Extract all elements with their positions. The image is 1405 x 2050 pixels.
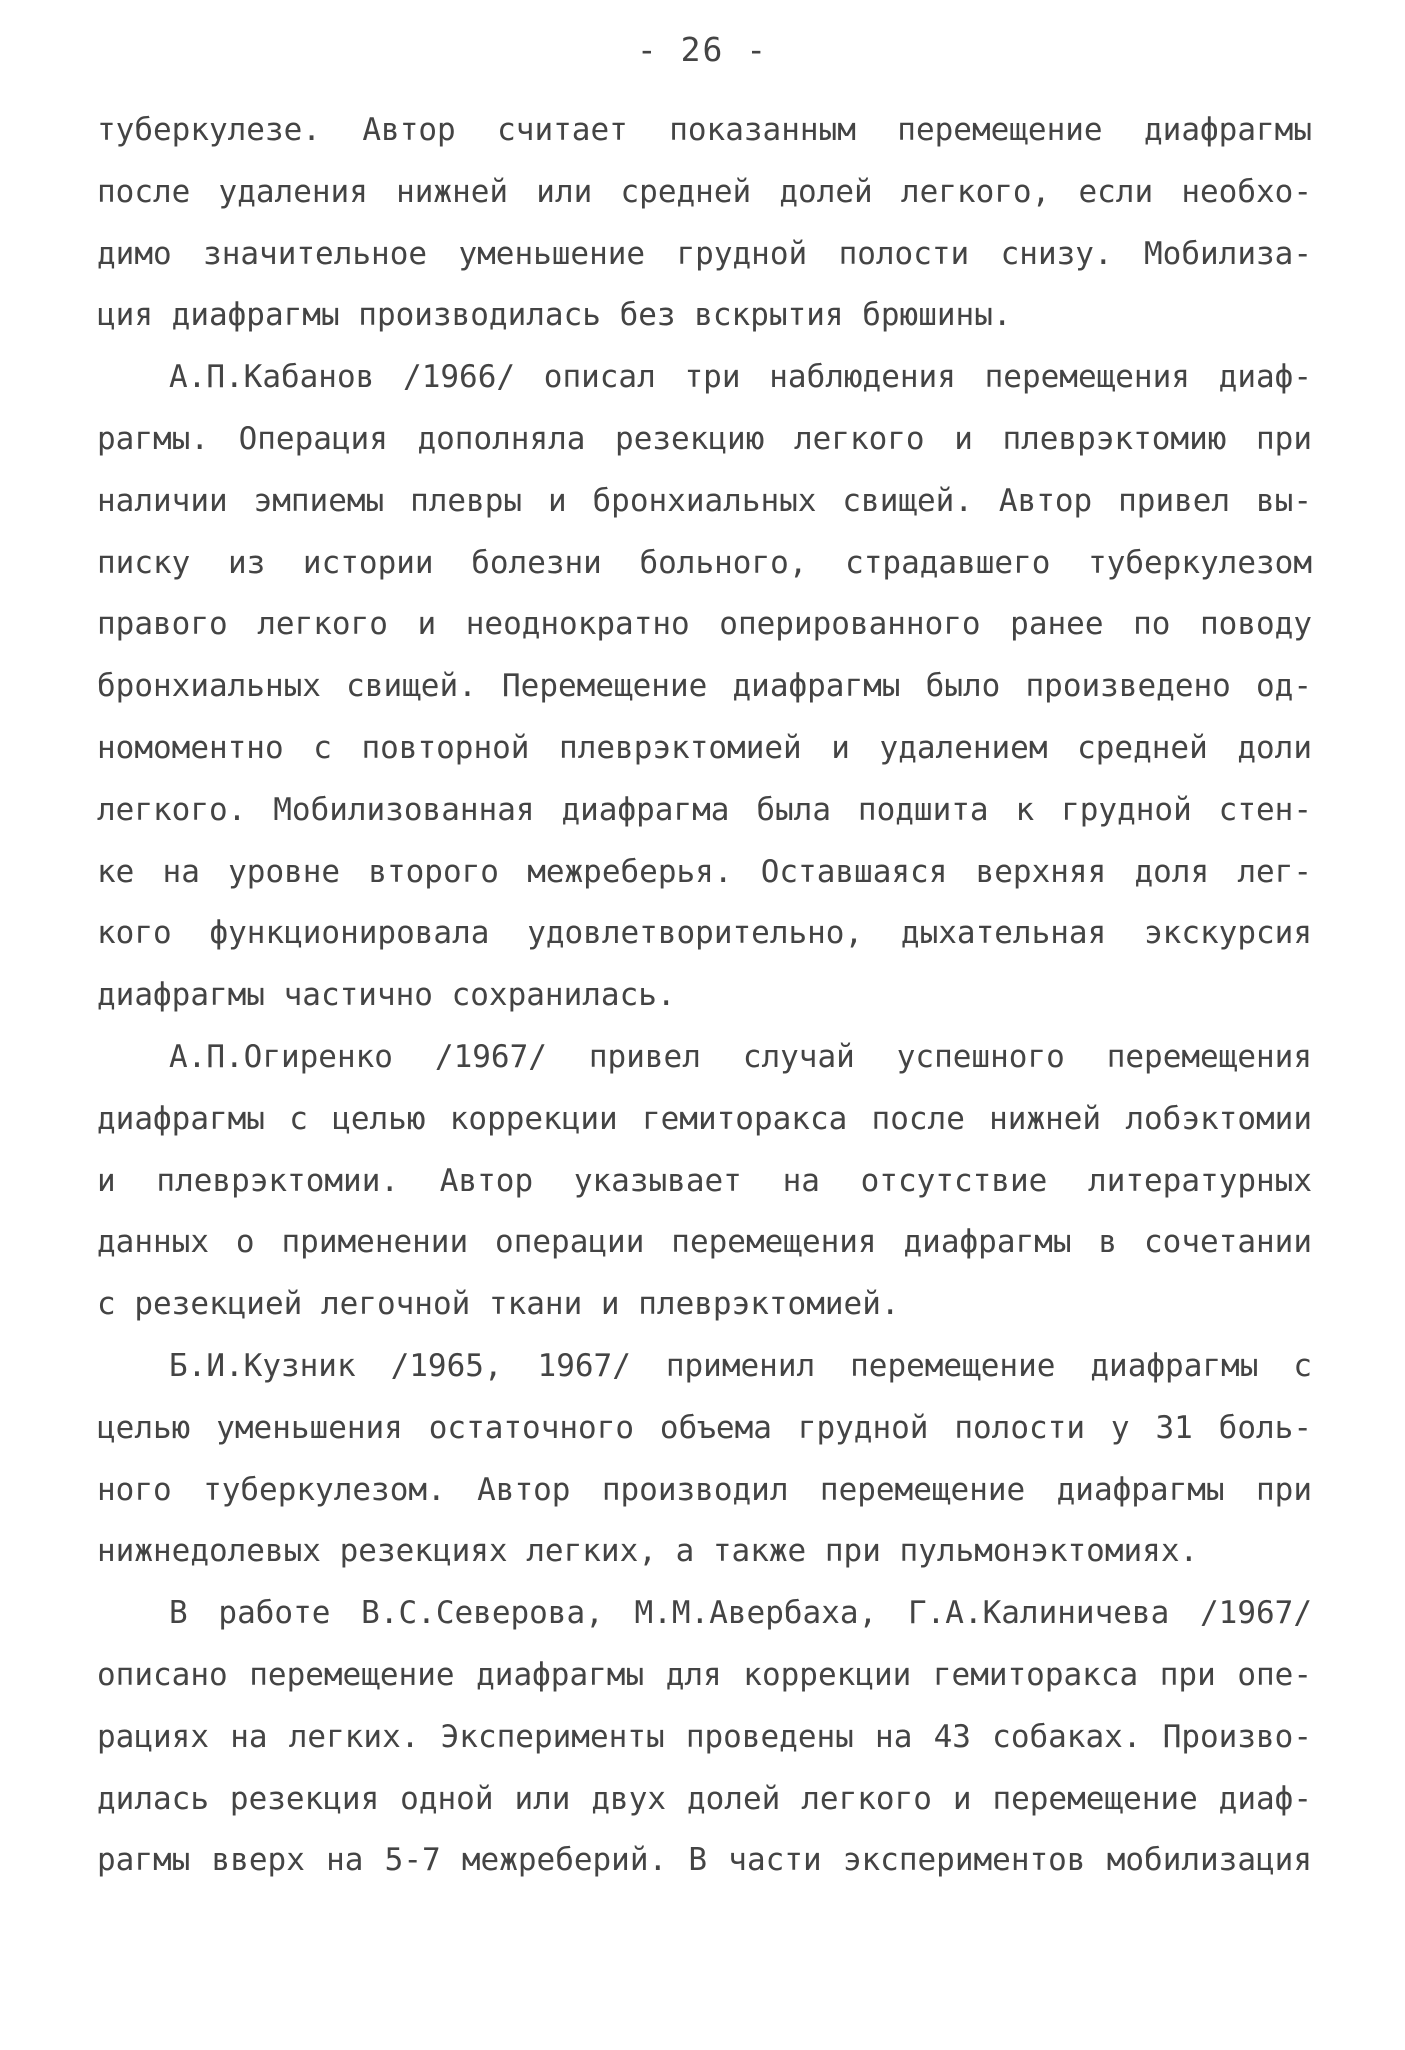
text-line: с резекцией легочной ткани и плеврэктомией.: [97, 1286, 900, 1323]
text-line: рациях на легких. Эксперименты проведены на 43 собаках. Произво-: [97, 1718, 1312, 1755]
text-line: данных о применении операции перемещения диафрагмы в сочетании: [97, 1224, 1312, 1261]
page-number: - 26 -: [636, 30, 769, 69]
text-line: после удаления нижней или средней долей легкого, если необхо-: [97, 173, 1312, 210]
text-line: туберкулезе. Автор считает показанным перемещение диафрагмы: [97, 112, 1312, 148]
text-line: дилась резекция одной или двух долей легкого и перемещение диаф-: [97, 1780, 1312, 1817]
text-line: ного туберкулезом. Автор производил перемещение диафрагмы при: [97, 1471, 1312, 1508]
text-line: димо значительное уменьшение грудной полости снизу. Мобилиза-: [97, 235, 1312, 272]
text-line: писку из истории болезни больного, страдавшего туберкулезом: [97, 544, 1312, 581]
text-line: диафрагмы частично сохранилась.: [97, 977, 676, 1014]
text-line: номоментно с повторной плеврэктомией и удалением средней доли: [97, 729, 1312, 766]
text-line: целью уменьшения остаточного объема грудной полости у 31 боль-: [97, 1409, 1312, 1446]
text-line: диафрагмы с целью коррекции гемиторакса после нижней лобэктомии: [97, 1100, 1312, 1137]
text-line: легкого. Мобилизованная диафрагма была подшита к грудной стен-: [97, 791, 1312, 828]
document-body: [97, 100, 1312, 1892]
text-line: В работе В.С.Северова, М.М.Авербаха, Г.А.Калиничева /1967/: [169, 1595, 1312, 1632]
text-line: Б.И.Кузник /1965, 1967/ применил перемещение диафрагмы с: [169, 1347, 1312, 1384]
text-line: наличии эмпиемы плевры и бронхиальных свищей. Автор привел вы-: [97, 482, 1312, 519]
text-line: кого функционировала удовлетворительно, дыхательная экскурсия: [97, 915, 1312, 952]
text-line: нижнедолевых резекциях легких, а также при пульмонэктомиях.: [97, 1533, 1199, 1570]
text-line: А.П.Огиренко /1967/ привел случай успешного перемещения: [169, 1038, 1312, 1075]
text-line: рагмы. Операция дополняла резекцию легкого и плеврэктомию при: [97, 420, 1312, 457]
text-line: описано перемещение диафрагмы для коррекции гемиторакса при опе-: [97, 1656, 1312, 1693]
text-line: рагмы вверх на 5-7 межреберий. В части экспериментов мобилизация: [97, 1842, 1312, 1879]
text-line: ция диафрагмы производилась без вскрытия брюшины.: [97, 297, 1012, 334]
text-line: и плеврэктомии. Автор указывает на отсутствие литературных: [97, 1162, 1312, 1199]
text-line: бронхиальных свищей. Перемещение диафрагмы было произведено од-: [97, 668, 1312, 705]
text-line: А.П.Кабанов /1966/ описал три наблюдения перемещения диаф-: [169, 359, 1312, 396]
text-line: ке на уровне второго межреберья. Оставшаяся верхняя доля лег-: [97, 853, 1312, 890]
text-line: правого легкого и неоднократно оперированного ранее по поводу: [97, 606, 1312, 643]
